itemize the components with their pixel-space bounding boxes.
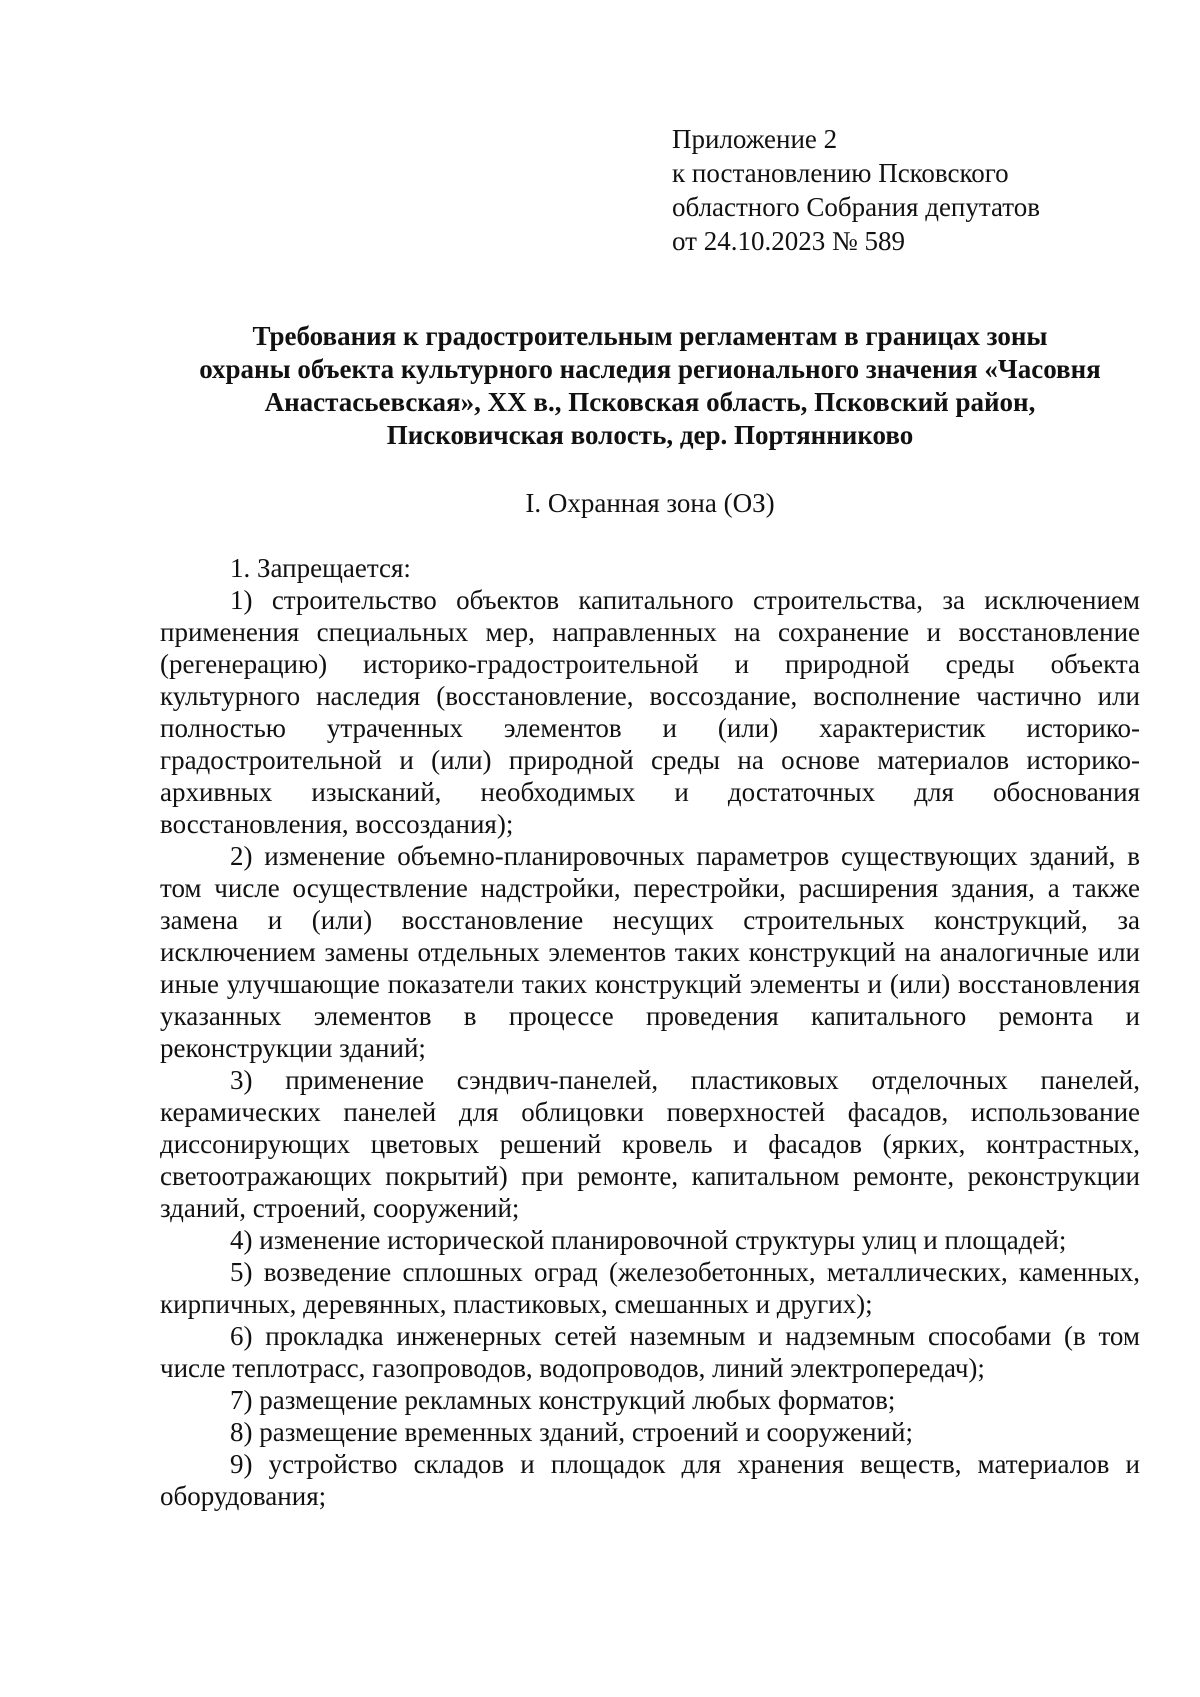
attachment-block bbox=[672, 122, 1112, 258]
title-line: Анастасьевская», XX в., Псковская область, Псковский район, bbox=[264, 387, 1036, 417]
clause-item: 5) возведение сплошных оград (железобетонных, металлических, каменных, кирпичных, деревянных, пластиковых, смешанных и других); bbox=[160, 1257, 1140, 1319]
clause-item: 2) изменение объемно-планировочных параметров существующих зданий, в том числе осуществление надстройки, перестройки, расширения здания, а также замена и (или) восстановление несущих строительных конструкций, за исключением замены отдельных элементов таких конструкций на аналогичные или иные улучшающие показатели таких конструкций элементы и (или) восстановления указанных элементов в процессе проведения капитального ремонта и реконструкции зданий; bbox=[160, 841, 1140, 1063]
clause-item: 7) размещение рекламных конструкций любых форматов; bbox=[230, 1385, 896, 1415]
attachment-line: к постановлению Псковского bbox=[672, 158, 1009, 188]
clause-item: 4) изменение исторической планировочной структуры улиц и площадей; bbox=[230, 1225, 1067, 1255]
attachment-line: Приложение 2 bbox=[672, 124, 838, 154]
document-title bbox=[160, 320, 1140, 452]
clause-item: 9) устройство складов и площадок для хранения веществ, материалов и оборудования; bbox=[160, 1449, 1140, 1511]
section-heading: I. Охранная зона (ОЗ) bbox=[525, 488, 775, 518]
title-line: Требования к градостроительным регламентам в границах зоны bbox=[252, 321, 1048, 351]
title-line: охраны объекта культурного наследия регионального значения «Часовня bbox=[199, 354, 1101, 384]
clause-item: 1) строительство объектов капитального строительства, за исключением применения специальных мер, направленных на сохранение и восстановление (регенерацию) историко-градостроительной и природной среды объекта культурного наследия (восстановление, воссоздание, восполнение частично или полностью утраченных элементов и (или) характеристик историко-градостроительной и (или) природной среды на основе материалов историко-архивных изысканий, необходимых и достаточных для обоснования восстановления, воссоздания); bbox=[160, 585, 1140, 839]
title-line: Писковичская волость, дер. Портянниково bbox=[386, 420, 914, 450]
clause-item: 6) прокладка инженерных сетей наземным и надземным способами (в том числе теплотрасс, газопроводов, водопроводов, линий электропередач); bbox=[160, 1321, 1140, 1383]
clause-intro: 1. Запрещается: bbox=[230, 553, 411, 583]
attachment-line: областного Собрания депутатов bbox=[672, 192, 1040, 222]
attachment-line: от 24.10.2023 № 589 bbox=[672, 226, 905, 256]
clause-item: 3) применение сэндвич-панелей, пластиковых отделочных панелей, керамических панелей для облицовки поверхностей фасадов, использование диссонирующих цветовых решений кровель и фасадов (ярких, контрастных, светоотражающих покрытий) при ремонте, капитальном ремонте, реконструкции зданий, строений, сооружений; bbox=[160, 1065, 1140, 1223]
clause-item: 8) размещение временных зданий, строений и сооружений; bbox=[230, 1417, 913, 1447]
document-body bbox=[160, 552, 1140, 1512]
